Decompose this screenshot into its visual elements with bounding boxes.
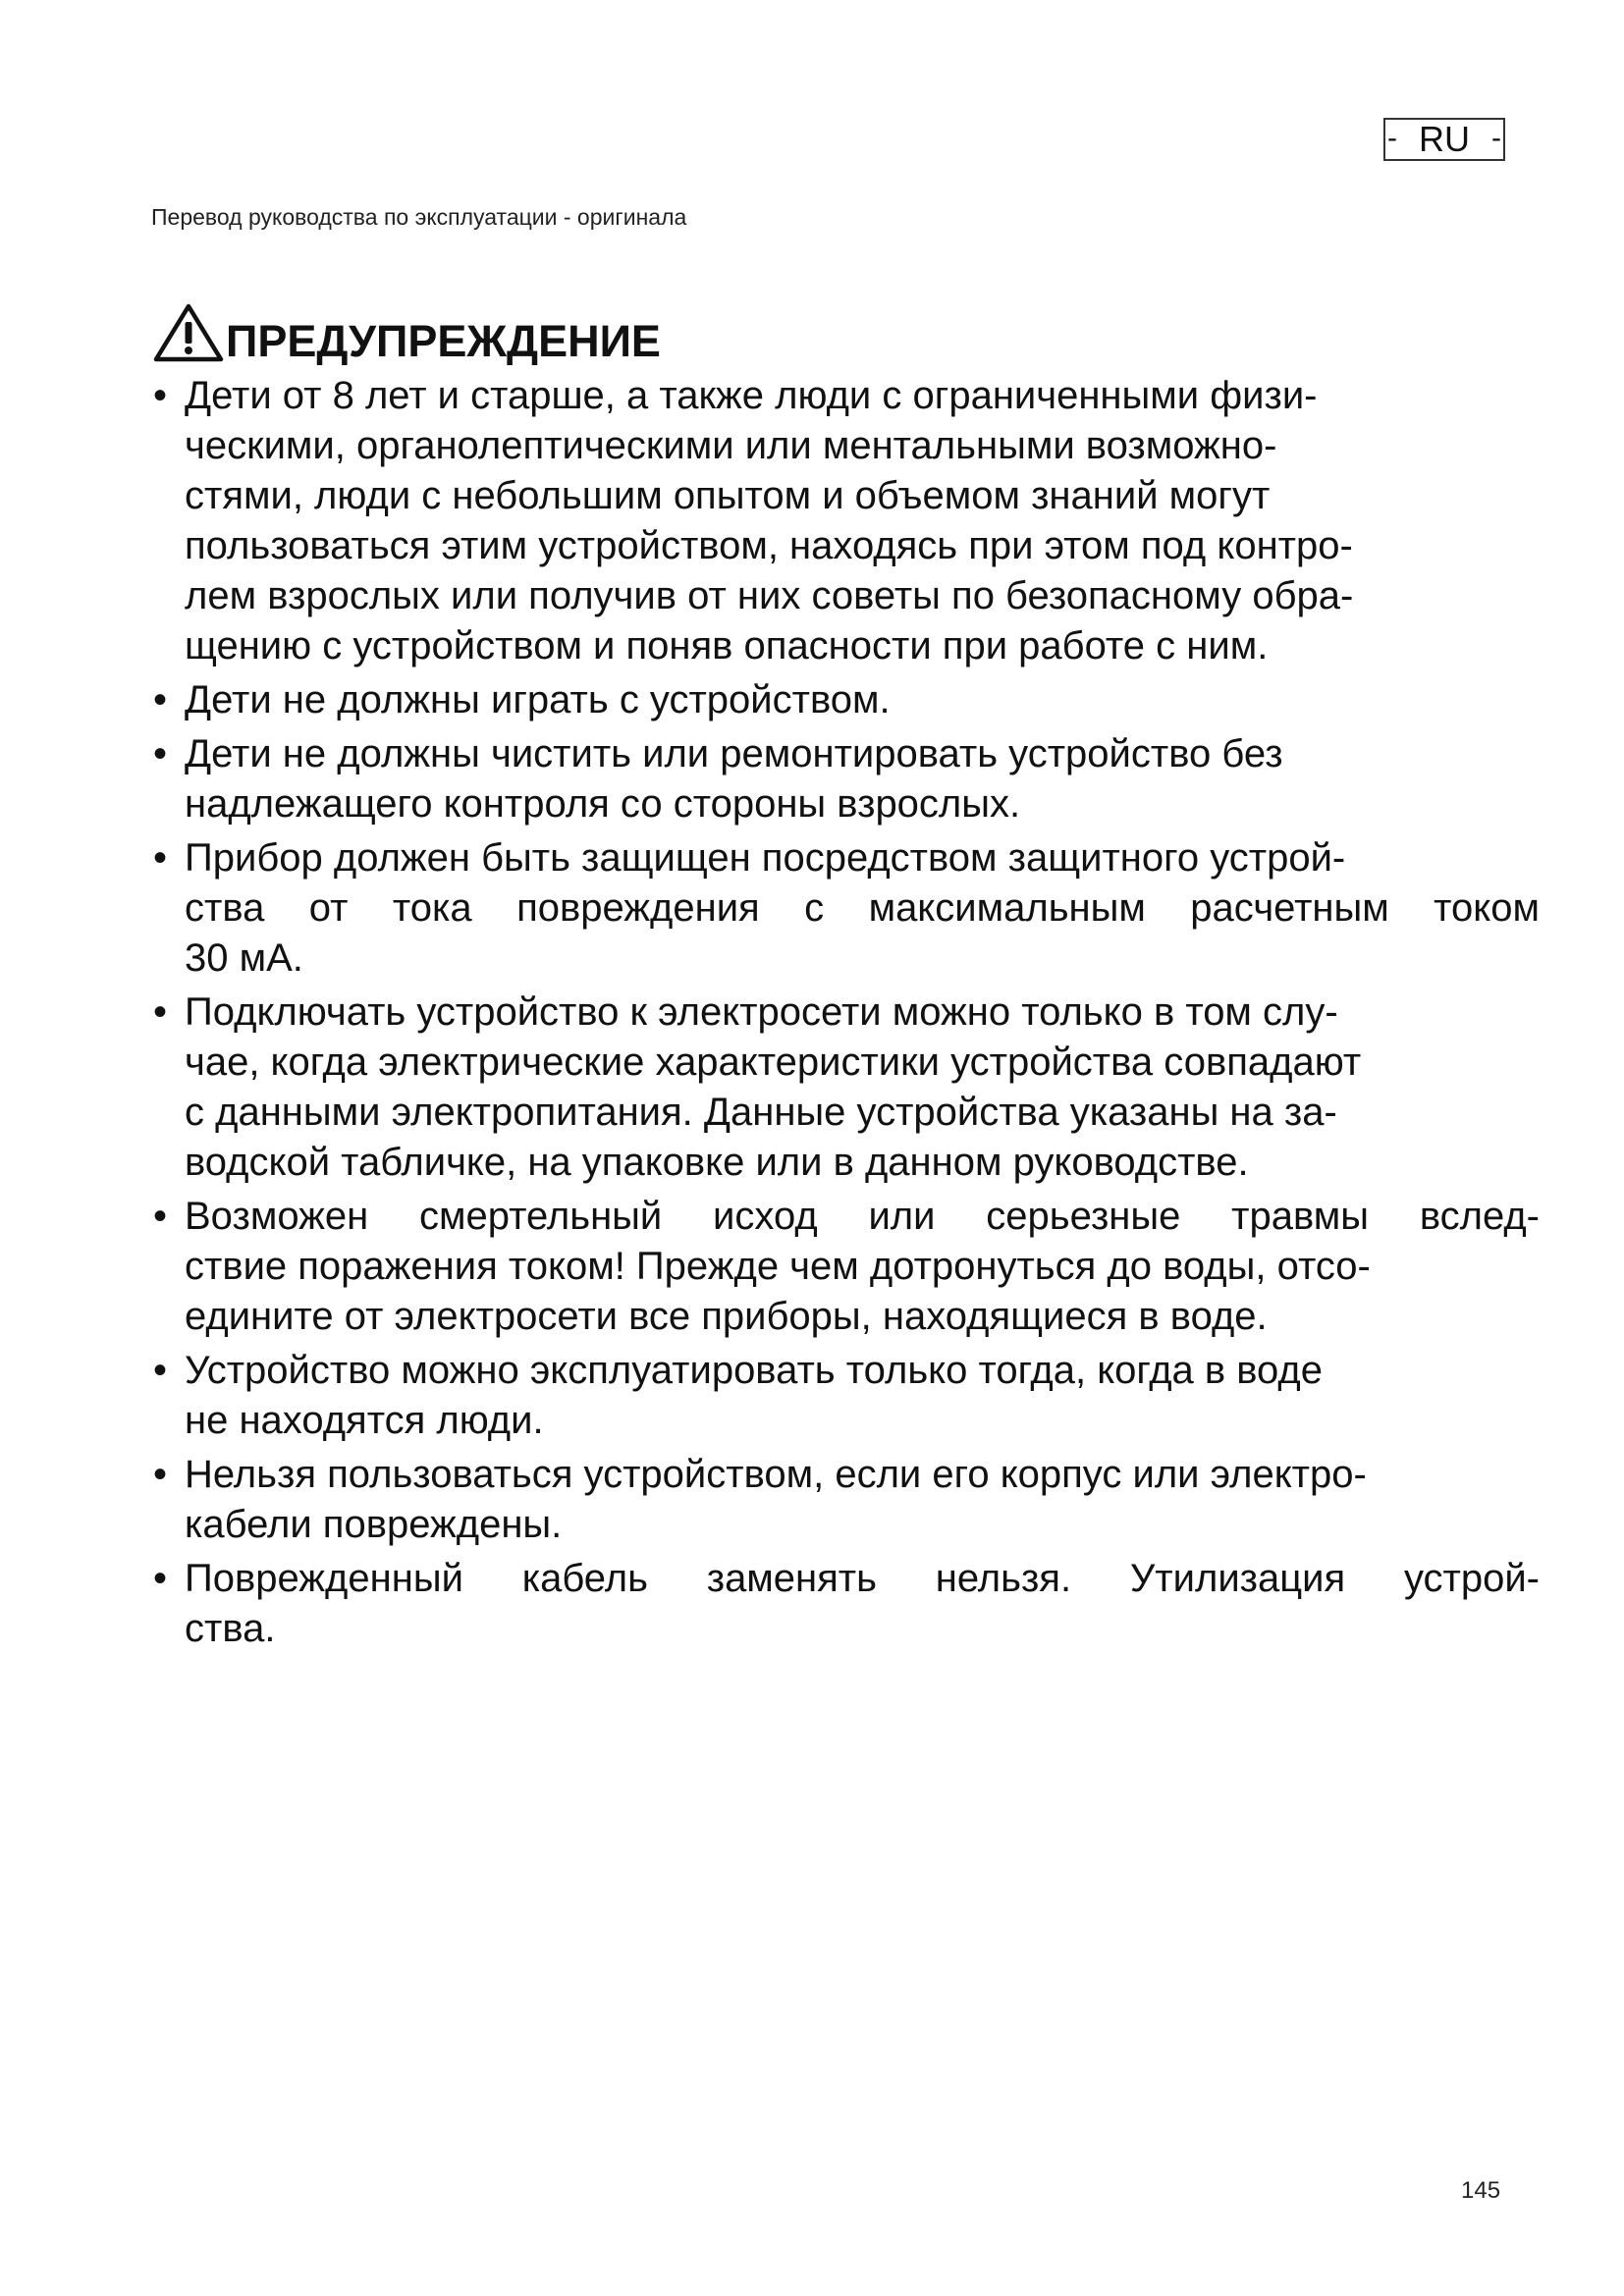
warning-line: Дети не должны играть с устройством.	[185, 678, 891, 721]
warning-item-damaged-housing	[153, 1450, 1528, 1550]
warning-item-no-people-in-water	[153, 1346, 1528, 1446]
warning-item-damaged-cable	[153, 1554, 1540, 1654]
page-number: 145	[1461, 2177, 1501, 2204]
warning-item-electric-shock	[153, 1192, 1540, 1342]
warning-line: Дети от 8 лет и старше, а также люди с ограниченными физи-	[185, 374, 1318, 417]
warning-item-children-supervision	[153, 371, 1528, 671]
bullet-icon: •	[153, 678, 168, 721]
warning-line: Нельзя пользоваться устройством, если его корпус или электро-	[185, 1453, 1367, 1496]
warning-line: чае, когда электрические характеристики устройства совпадают	[185, 1041, 1362, 1084]
warning-line: Поврежденный кабель заменять нельзя. Утилизация устрой-	[185, 1557, 1540, 1600]
warning-line: Подключать устройство к электросети можно только в том слу-	[185, 990, 1338, 1034]
language-code: RU	[1419, 119, 1470, 159]
warning-line: с данными электропитания. Данные устройства указаны на за-	[185, 1091, 1337, 1134]
warning-line: ства.	[185, 1607, 276, 1650]
warning-line: не находятся люди.	[185, 1399, 544, 1442]
warning-item-power-connection	[153, 988, 1528, 1188]
bullet-icon: •	[153, 374, 168, 417]
warning-line: ческими, органолептическими или ментальными возможно-	[185, 424, 1277, 467]
bullet-icon: •	[153, 1557, 168, 1600]
warning-line: ствие поражения током! Прежде чем дотронуться до воды, отсо-	[185, 1245, 1371, 1288]
warning-line: надлежащего контроля со стороны взрослых.	[185, 782, 1021, 826]
language-badge-left-dash: -	[1387, 122, 1397, 154]
warning-line: лем взрослых или получив от них советы по безопасному обра-	[185, 574, 1354, 617]
warning-line: Дети не должны чистить или ремонтировать устройство без	[185, 732, 1283, 775]
language-badge	[1383, 118, 1505, 161]
bullet-icon: •	[153, 1453, 168, 1496]
warning-line: водской табличке, на упаковке или в данном руководстве.	[185, 1141, 1249, 1184]
warning-heading	[153, 294, 661, 366]
warning-list	[153, 371, 1540, 1658]
warning-line: пользоваться этим устройством, находясь при этом под контро-	[185, 524, 1353, 567]
warning-line: кабели повреждены.	[185, 1503, 563, 1546]
warning-line: ства от тока повреждения с максимальным расчетным током	[185, 886, 1540, 930]
bullet-icon: •	[153, 1195, 168, 1238]
warning-line: щению с устройством и поняв опасности при работе с ним.	[185, 624, 1269, 667]
bullet-icon: •	[153, 836, 168, 880]
bullet-icon: •	[153, 1349, 168, 1392]
warning-item-no-cleaning	[153, 729, 1528, 829]
warning-line: стями, люди с небольшим опытом и объемом знаний могут	[185, 474, 1271, 517]
warning-line: Возможен смертельный исход или серьезные травмы вслед-	[185, 1195, 1540, 1238]
warning-line: Прибор должен быть защищен посредством защитного устрой-	[185, 836, 1346, 880]
warning-title: ПРЕДУПРЕЖДЕНИЕ	[226, 316, 661, 366]
warning-triangle-icon	[153, 302, 224, 363]
document-subtitle: Перевод руководства по эксплуатации - оригинала	[151, 204, 687, 230]
warning-line: Устройство можно эксплуатировать только тогда, когда в воде	[185, 1349, 1324, 1392]
warning-line: 30 мА.	[185, 936, 303, 980]
language-badge-right-dash: -	[1491, 122, 1501, 154]
warning-item-rcd-protection	[153, 833, 1540, 984]
warning-line: едините от электросети все приборы, находящиеся в воде.	[185, 1295, 1268, 1338]
bullet-icon: •	[153, 732, 168, 775]
warning-item-no-playing	[153, 675, 1528, 725]
bullet-icon: •	[153, 990, 168, 1034]
